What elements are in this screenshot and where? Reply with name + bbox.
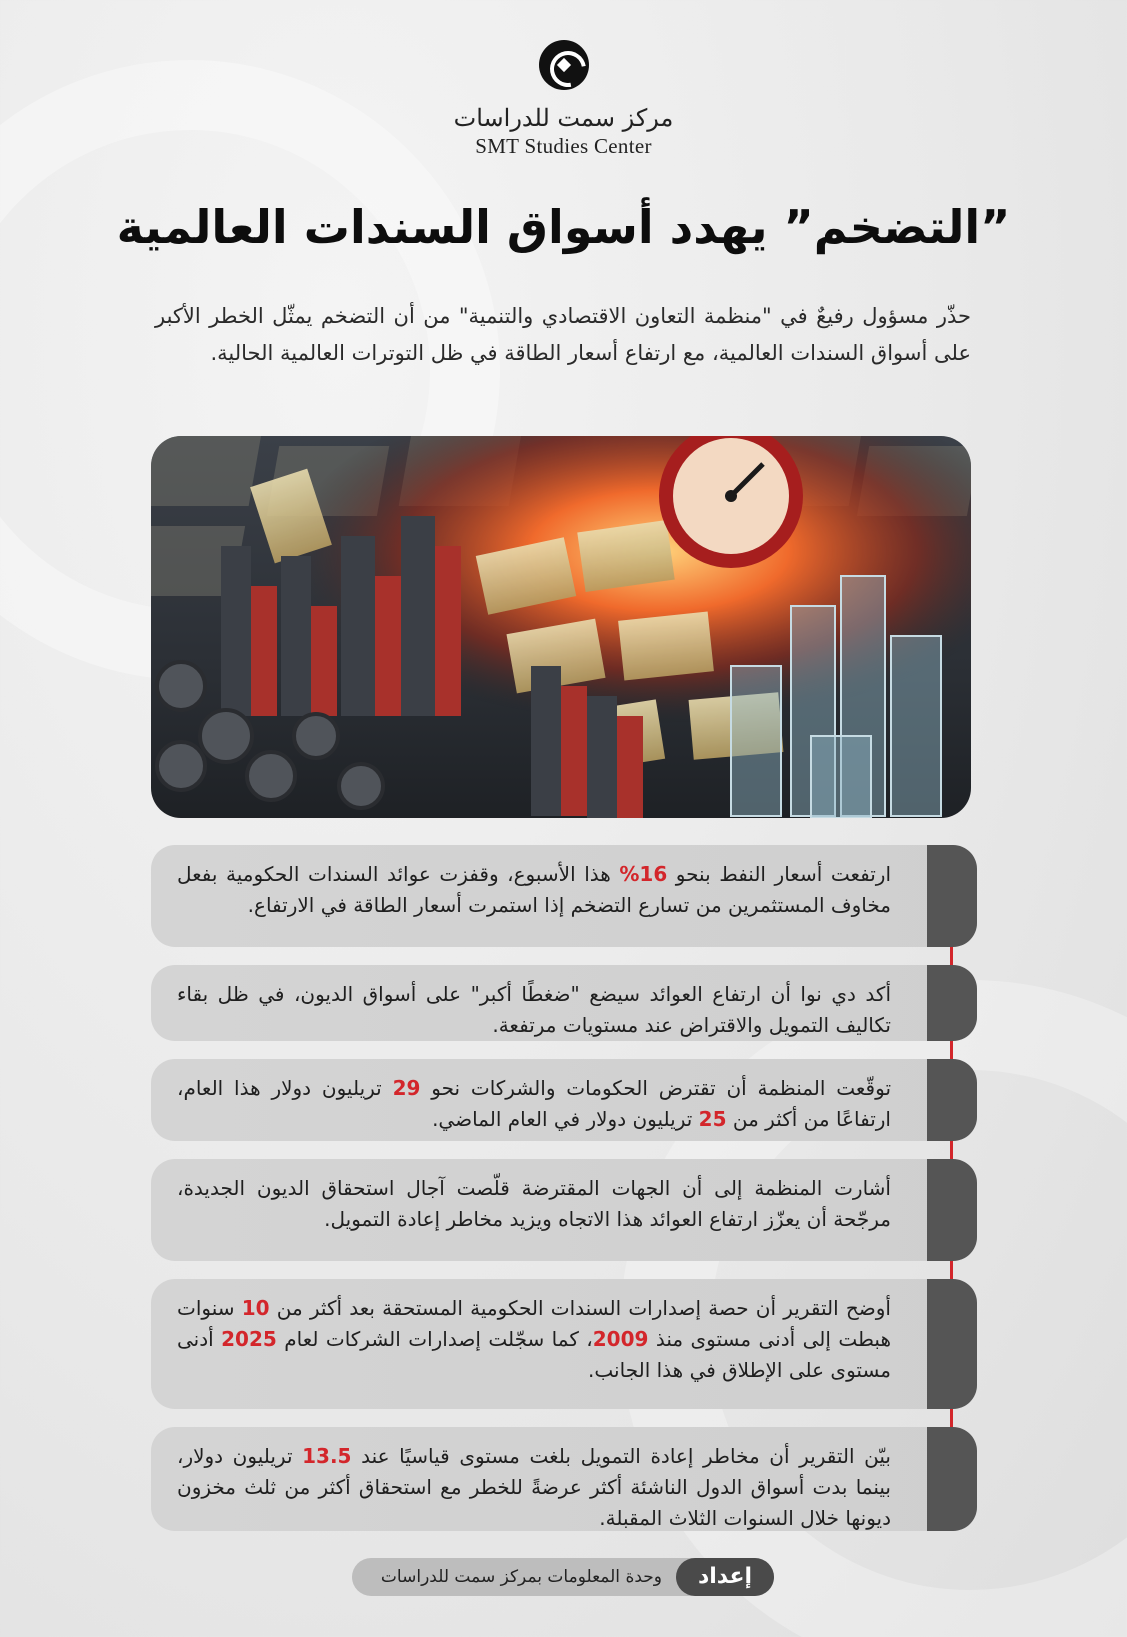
fact-text [177,1073,891,1135]
fact-card [151,845,977,947]
fact-card [151,1059,977,1141]
fact-text-part: ارتفعت أسعار النفط بنحو [667,862,892,886]
logo [0,40,1127,159]
card-connector [950,1409,953,1427]
hero-illustration-icon [151,436,971,818]
fact-text-part: هذا الأسبوع، وقفزت عوائد السندات الحكومية بفعل مخاوف المستثمرين من تسارع التضخم إذا استمرت أسعار الطاقة في الارتفاع. [177,862,891,917]
card-tab [927,1279,977,1409]
logo-name-en: SMT Studies Center [475,134,652,158]
card-tab [927,965,977,1041]
fact-text-part: ، كما سجّلت إصدارات الشركات لعام [276,1327,593,1351]
credits-footer [352,1558,774,1596]
fact-highlight: 25 [698,1107,727,1131]
fact-text-part: سنوات هبطت إلى أدنى مستوى منذ [177,1296,891,1351]
credits-tag: إعداد [676,1558,774,1596]
fact-text: أكد دي نوا أن ارتفاع العوائد سيضع "ضغطًا أكبر" على أسواق الديون، في ظل بقاء تكاليف التمويل والاقتراض عند مستويات مرتفعة. [177,982,891,1037]
card-connector [950,1141,953,1159]
card-tab [927,845,977,947]
page-title: ”التضخم” يهدد أسواق السندات العالمية [116,200,1011,254]
logo-mark-icon [539,40,589,90]
fact-highlight: 2009 [592,1327,649,1351]
fact-highlight: 13.5 [302,1444,352,1468]
fact-text-part: تريليون دولار هذا العام، ارتفاعًا من أكثر من [177,1076,891,1131]
card-tab [927,1427,977,1531]
credits-text: وحدة المعلومات بمركز سمت للدراسات [380,1567,662,1587]
fact-card [151,1279,977,1409]
card-connector [950,1261,953,1279]
fact-text-part: توقّعت المنظمة أن تقترض الحكومات والشركات نحو [420,1076,892,1100]
card-connector [950,1041,953,1059]
card-tab [927,1059,977,1141]
fact-text [177,859,891,921]
fact-text-part: تريليون دولار في العام الماضي. [432,1107,699,1131]
fact-text-part: أوضح التقرير أن حصة إصدارات السندات الحكومية المستحقة بعد أكثر من [269,1296,891,1320]
hero-illustration [151,436,971,818]
card-connector [950,947,953,965]
intro-paragraph: حذّر مسؤول رفيعٌ في "منظمة التعاون الاقتصادي والتنمية" من أن التضخم يمثّل الخطر الأكبر على أسواق السندات العالمية، مع ارتفاع أسعار الطاقة في ظل التوترات العالمية الحالية. [155,304,971,365]
fact-text [177,1293,891,1386]
fact-highlight: 29 [392,1076,421,1100]
fact-text-part: تريليون دولار، بينما بدت أسواق الدول الناشئة أكثر عرضةً للخطر مع استحقاق أكثر من ثلث مخزون ديونها خلال السنوات الثلاث المقبلة. [177,1444,891,1530]
fact-card [151,1159,977,1261]
fact-highlight: 10 [241,1296,270,1320]
fact-text-part: أدنى مستوى على الإطلاق في هذا الجانب. [177,1327,891,1382]
card-tab [927,1159,977,1261]
fact-text [177,1441,891,1534]
fact-text: أشارت المنظمة إلى أن الجهات المقترضة قلّصت آجال استحقاق الديون الجديدة، مرجّحة أن يعزّز ارتفاع العوائد هذا الاتجاه ويزيد مخاطر إعادة التمويل. [177,1176,891,1231]
fact-card [151,1427,977,1531]
fact-highlight: 2025 [221,1327,277,1351]
logo-name-ar: مركز سمت للدراسات [453,104,674,132]
fact-highlight: 16% [619,862,668,886]
fact-text-part: بيّن التقرير أن مخاطر إعادة التمويل بلغت مستوى قياسيًا عند [351,1444,891,1468]
fact-card [151,965,977,1041]
